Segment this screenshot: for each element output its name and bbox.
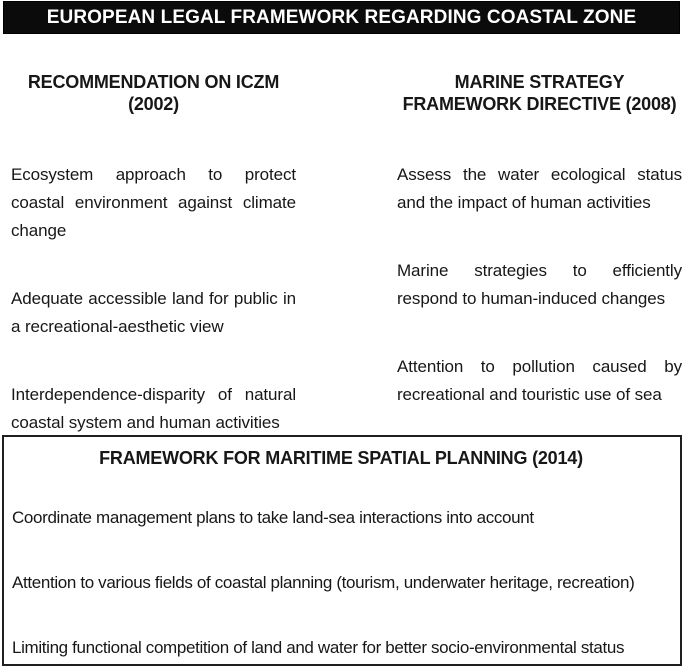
msfd-point-3: Attention to pollution caused by recreational and touristic use of sea: [397, 357, 682, 404]
column-iczm: [11, 71, 296, 437]
framework-columns: [0, 34, 685, 437]
column-iczm-heading: [11, 71, 296, 115]
msfd-point-1: Assess the water ecological status and the impact of human activities: [397, 165, 682, 212]
msp-framework-box: [2, 435, 682, 666]
msp-point-2: Attention to various fields of coastal planning (tourism, underwater heritage, recreation): [12, 573, 635, 592]
column-msfd-heading-line-1: MARINE STRATEGY: [454, 72, 625, 92]
msp-framework-heading: FRAMEWORK FOR MARITIME SPATIAL PLANNING (2014): [99, 448, 583, 468]
column-msfd-heading: [397, 71, 682, 115]
column-msfd: [397, 71, 682, 437]
msfd-point-2: Marine strategies to efficiently respond to human-induced changes: [397, 261, 682, 308]
msp-point-3: Limiting functional competition of land and water for better socio-environmental status: [12, 638, 625, 657]
iczm-point-2: Adequate accessible land for public in a recreational-aesthetic view: [11, 289, 296, 336]
diagram-title: EUROPEAN LEGAL FRAMEWORK REGARDING COASTAL ZONE: [46, 6, 637, 28]
diagram-title-bar: [3, 1, 680, 34]
iczm-point-3: Interdependence-disparity of natural coastal system and human activities: [11, 385, 296, 432]
column-iczm-heading-line-2: (2002): [128, 94, 179, 114]
column-msfd-heading-line-2: FRAMEWORK DIRECTIVE (2008): [402, 94, 677, 114]
msp-point-1: Coordinate management plans to take land-sea interactions into account: [12, 508, 534, 527]
column-iczm-heading-line-1: RECOMMENDATION ON ICZM: [27, 72, 280, 92]
iczm-point-1: Ecosystem approach to protect coastal environment against climate change: [11, 165, 296, 240]
